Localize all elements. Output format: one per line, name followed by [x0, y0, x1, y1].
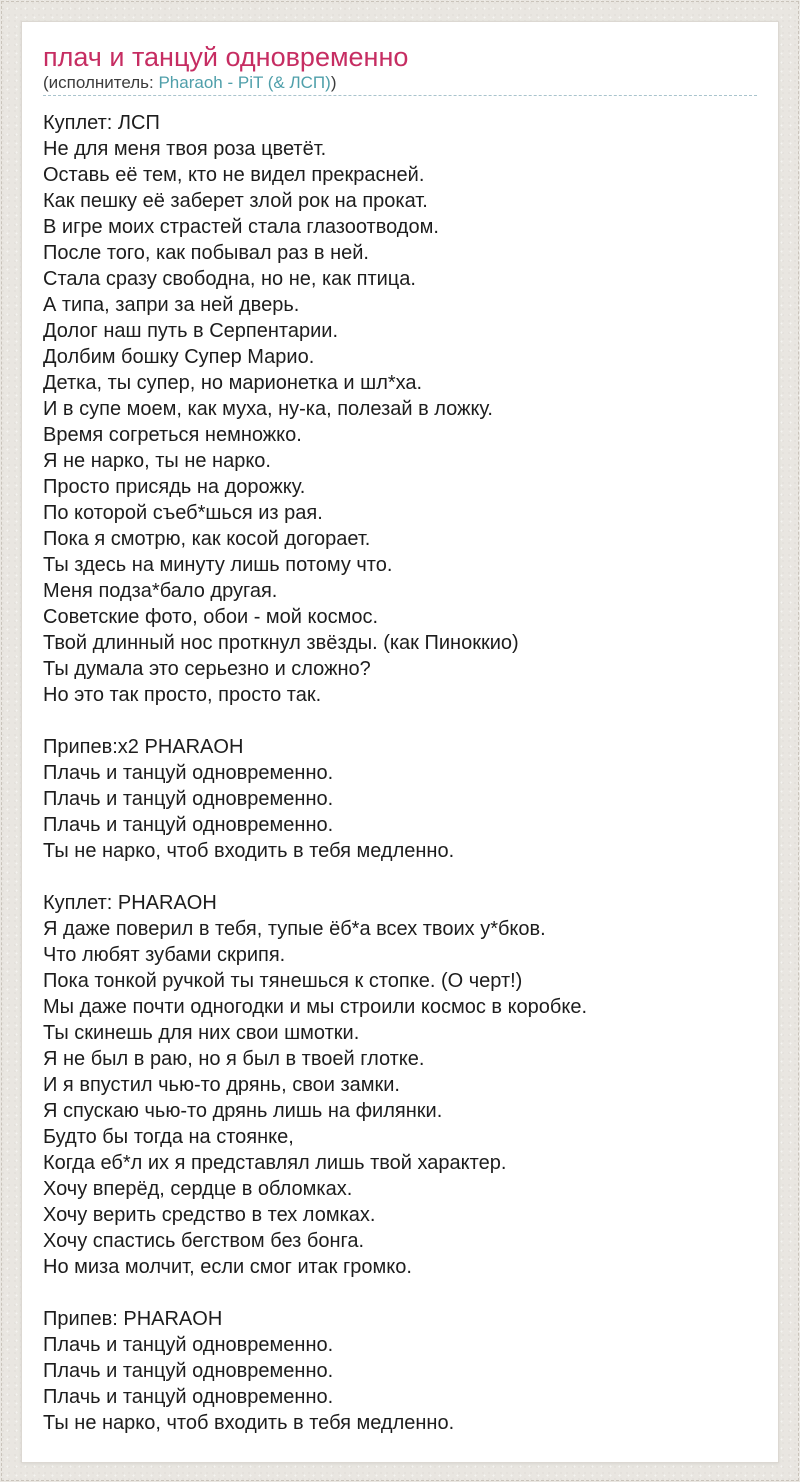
- lyric-line: Плачь и танцуй одновременно.: [43, 1386, 334, 1408]
- artist-link[interactable]: Pharaoh - PiT (& ЛСП): [158, 73, 331, 92]
- page-title: плач и танцуй одновременно: [43, 42, 409, 72]
- lyric-line: Плачь и танцуй одновременно.: [43, 788, 334, 810]
- lyric-line: Ты не нарко, чтоб входить в тебя медленно.: [43, 840, 455, 862]
- lyric-line: Пока тонкой ручкой ты тянешься к стопке. (О черт!): [43, 970, 523, 992]
- lyric-line: После того, как побывал раз в ней.: [43, 242, 369, 264]
- lyric-line: Плачь и танцуй одновременно.: [43, 814, 334, 836]
- lyric-line: Но миза молчит, если смог итак громко.: [43, 1256, 412, 1278]
- lyric-line: Долбим бошку Супер Марио.: [43, 346, 315, 368]
- lyric-line: Меня подза*бало другая.: [43, 580, 278, 602]
- lyric-line: В игре моих страстей стала глазоотводом.: [43, 216, 439, 238]
- lyric-line: Когда еб*л их я представлял лишь твой характер.: [43, 1152, 507, 1174]
- lyric-line: Я даже поверил в тебя, тупые ёб*а всех твоих у*бков.: [43, 918, 546, 940]
- lyric-line: Ты думала это серьезно и сложно?: [43, 658, 371, 680]
- lyric-line: [43, 708, 757, 734]
- lyric-line: Плачь и танцуй одновременно.: [43, 762, 334, 784]
- lyric-line: Будто бы тогда на стоянке,: [43, 1126, 294, 1148]
- lyric-line: Ты скинешь для них свои шмотки.: [43, 1022, 360, 1044]
- lyric-line: Оставь её тем, кто не видел прекрасней.: [43, 164, 425, 186]
- lyric-line: А типа, запри за ней дверь.: [43, 294, 300, 316]
- lyric-line: Стала сразу свободна, но не, как птица.: [43, 268, 416, 290]
- lyric-line: Плачь и танцуй одновременно.: [43, 1334, 334, 1356]
- lyric-line: По которой съеб*шься из рая.: [43, 502, 323, 524]
- lyric-line: Я спускаю чью-то дрянь лишь на филянки.: [43, 1100, 443, 1122]
- artist-suffix: ): [330, 73, 337, 92]
- lyric-line: Долог наш путь в Серпентарии.: [43, 320, 339, 342]
- lyric-line: Куплет: ЛСП: [43, 112, 160, 134]
- artist-line: [43, 73, 757, 96]
- lyric-line: Время согреться немножко.: [43, 424, 302, 446]
- lyric-line: Мы даже почти одногодки и мы строили космос в коробке.: [43, 996, 588, 1018]
- lyric-line: Твой длинный нос проткнул звёзды. (как Пиноккио): [43, 632, 519, 654]
- lyric-line: Просто присядь на дорожку.: [43, 476, 306, 498]
- lyric-line: Припев: PHARAOH: [43, 1308, 223, 1330]
- lyric-line: Куплет: PHARAOH: [43, 892, 217, 914]
- lyric-line: Как пешку её заберет злой рок на прокат.: [43, 190, 428, 212]
- lyric-line: Ты здесь на минуту лишь потому что.: [43, 554, 393, 576]
- lyric-line: Советские фото, обои - мой космос.: [43, 606, 379, 628]
- lyric-line: Хочу верить средство в тех ломках.: [43, 1204, 376, 1226]
- lyric-line: Детка, ты супер, но марионетка и шл*ха.: [43, 372, 423, 394]
- lyric-line: Что любят зубами скрипя.: [43, 944, 286, 966]
- lyric-line: Плачь и танцуй одновременно.: [43, 1360, 334, 1382]
- lyrics-card: [21, 21, 779, 1463]
- lyric-line: Хочу вперёд, сердце в обломках.: [43, 1178, 353, 1200]
- lyric-line: [43, 864, 757, 890]
- lyric-line: Я не нарко, ты не нарко.: [43, 450, 271, 472]
- lyric-line: Пока я смотрю, как косой догорает.: [43, 528, 371, 550]
- lyric-line: Но это так просто, просто так.: [43, 684, 322, 706]
- lyric-line: Я не был в раю, но я был в твоей глотке.: [43, 1048, 425, 1070]
- card-header: [22, 22, 778, 96]
- lyric-line: И я впустил чью-то дрянь, свои замки.: [43, 1074, 400, 1096]
- artist-label: (исполнитель:: [43, 73, 159, 92]
- lyric-line: Припев:x2 PHARAOH: [43, 736, 244, 758]
- lyric-line: [43, 1280, 757, 1306]
- lyric-line: Ты не нарко, чтоб входить в тебя медленно.: [43, 1412, 455, 1434]
- lyrics-text: [22, 96, 778, 1462]
- lyric-line: И в супе моем, как муха, ну-ка, полезай в ложку.: [43, 398, 493, 420]
- lyric-line: Хочу спастись бегством без бонга.: [43, 1230, 365, 1252]
- lyric-line: Не для меня твоя роза цветёт.: [43, 138, 327, 160]
